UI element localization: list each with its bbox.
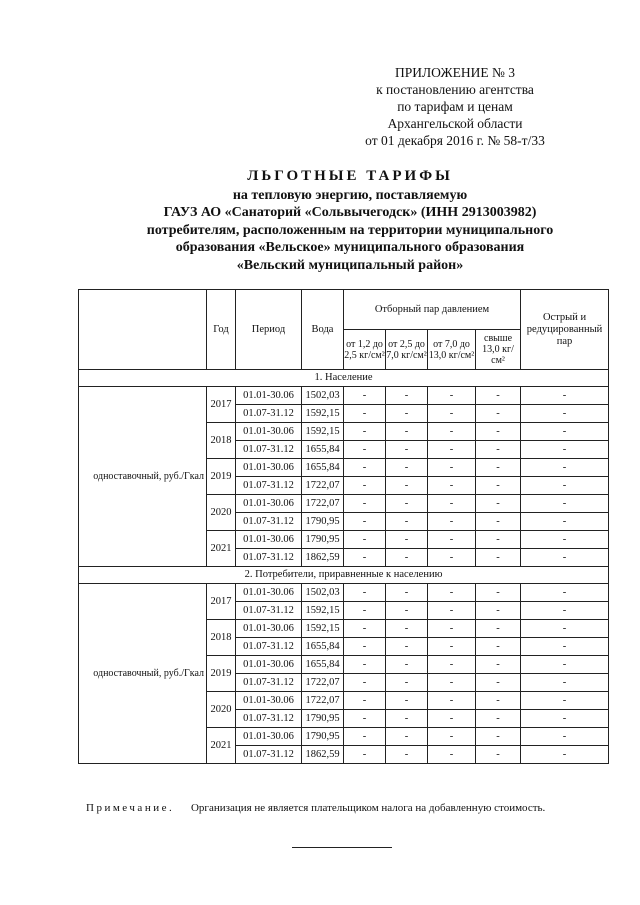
pressure-1-cell: -: [344, 495, 386, 513]
pressure-3-cell: -: [428, 620, 476, 638]
water-tariff-cell: 1862,59: [302, 746, 344, 764]
table-row: [79, 387, 609, 405]
sharp-steam-cell: -: [521, 602, 609, 620]
year-cell: 2017: [207, 584, 236, 620]
sharp-steam-cell: -: [521, 674, 609, 692]
pressure-3-cell: -: [428, 513, 476, 531]
pressure-2-cell: -: [386, 477, 428, 495]
year-cell: 2017: [207, 387, 236, 423]
year-cell: 2018: [207, 423, 236, 459]
pressure-1-cell: -: [344, 656, 386, 674]
title-line: ГАУЗ АО «Санаторий «Сольвычегодск» (ИНН 2913003982): [163, 205, 537, 220]
sharp-steam-cell: -: [521, 495, 609, 513]
pressure-3-cell: -: [428, 405, 476, 423]
period-cell: 01.01-30.06: [236, 728, 302, 746]
header-year: Год: [207, 290, 236, 370]
year-cell: 2020: [207, 495, 236, 531]
period-cell: 01.07-31.12: [236, 746, 302, 764]
pressure-4-cell: -: [476, 620, 521, 638]
pressure-4-cell: -: [476, 746, 521, 764]
water-tariff-cell: 1592,15: [302, 620, 344, 638]
section-row: [79, 370, 609, 387]
period-cell: 01.07-31.12: [236, 674, 302, 692]
period-cell: 01.01-30.06: [236, 656, 302, 674]
period-cell: 01.07-31.12: [236, 513, 302, 531]
water-tariff-cell: 1502,03: [302, 584, 344, 602]
section-title: 2. Потребители, приравненные к населению: [79, 567, 609, 584]
pressure-2-cell: -: [386, 459, 428, 477]
year-cell: 2021: [207, 531, 236, 567]
pressure-1-cell: -: [344, 674, 386, 692]
header-pressure-2: от 2,5 до 7,0 кг/см²: [386, 330, 428, 370]
pressure-2-cell: -: [386, 674, 428, 692]
pressure-1-cell: -: [344, 387, 386, 405]
sharp-steam-cell: -: [521, 387, 609, 405]
pressure-3-cell: -: [428, 549, 476, 567]
sharp-steam-cell: -: [521, 405, 609, 423]
appendix-line: к постановлению агентства: [376, 82, 534, 97]
pressure-3-cell: -: [428, 692, 476, 710]
pressure-4-cell: -: [476, 459, 521, 477]
pressure-4-cell: -: [476, 674, 521, 692]
pressure-3-cell: -: [428, 728, 476, 746]
pressure-4-cell: -: [476, 495, 521, 513]
note-text: Организация не является плательщиком налога на добавленную стоимость.: [190, 802, 546, 814]
note-label: Примечание.: [86, 802, 175, 814]
sharp-steam-cell: -: [521, 710, 609, 728]
pressure-1-cell: -: [344, 423, 386, 441]
header-water: Вода: [302, 290, 344, 370]
header-pressure-3: от 7,0 до 13,0 кг/см²: [428, 330, 476, 370]
pressure-1-cell: -: [344, 441, 386, 459]
tariff-table: [78, 289, 609, 764]
pressure-3-cell: -: [428, 602, 476, 620]
water-tariff-cell: 1655,84: [302, 441, 344, 459]
water-tariff-cell: 1790,95: [302, 728, 344, 746]
water-tariff-cell: 1592,15: [302, 405, 344, 423]
year-cell: 2020: [207, 692, 236, 728]
pressure-1-cell: -: [344, 728, 386, 746]
pressure-3-cell: -: [428, 459, 476, 477]
water-tariff-cell: 1790,95: [302, 710, 344, 728]
period-cell: 01.07-31.12: [236, 638, 302, 656]
rate-label: одноставочный, руб./Гкал: [79, 584, 207, 764]
title-line: «Вельский муниципальный район»: [236, 257, 464, 273]
pressure-2-cell: -: [386, 584, 428, 602]
pressure-2-cell: -: [386, 710, 428, 728]
year-cell: 2019: [207, 656, 236, 692]
period-cell: 01.01-30.06: [236, 620, 302, 638]
pressure-3-cell: -: [428, 423, 476, 441]
sharp-steam-cell: -: [521, 584, 609, 602]
sharp-steam-cell: -: [521, 531, 609, 549]
note: [86, 802, 545, 814]
title-line: образования «Вельское» муниципального образования: [175, 240, 525, 255]
pressure-2-cell: -: [386, 620, 428, 638]
sharp-steam-cell: -: [521, 513, 609, 531]
appendix-header: [330, 64, 580, 149]
period-cell: 01.01-30.06: [236, 495, 302, 513]
pressure-4-cell: -: [476, 423, 521, 441]
period-cell: 01.07-31.12: [236, 441, 302, 459]
pressure-1-cell: -: [344, 710, 386, 728]
pressure-4-cell: -: [476, 602, 521, 620]
pressure-2-cell: -: [386, 728, 428, 746]
pressure-2-cell: -: [386, 656, 428, 674]
water-tariff-cell: 1722,07: [302, 692, 344, 710]
period-cell: 01.01-30.06: [236, 423, 302, 441]
pressure-3-cell: -: [428, 477, 476, 495]
pressure-4-cell: -: [476, 638, 521, 656]
pressure-2-cell: -: [386, 549, 428, 567]
period-cell: 01.07-31.12: [236, 710, 302, 728]
pressure-1-cell: -: [344, 638, 386, 656]
sharp-steam-cell: -: [521, 620, 609, 638]
pressure-1-cell: -: [344, 584, 386, 602]
sharp-steam-cell: -: [521, 477, 609, 495]
pressure-2-cell: -: [386, 746, 428, 764]
pressure-1-cell: -: [344, 531, 386, 549]
pressure-4-cell: -: [476, 477, 521, 495]
pressure-2-cell: -: [386, 405, 428, 423]
sharp-steam-cell: -: [521, 746, 609, 764]
pressure-4-cell: -: [476, 387, 521, 405]
water-tariff-cell: 1722,07: [302, 495, 344, 513]
pressure-1-cell: -: [344, 513, 386, 531]
pressure-4-cell: -: [476, 710, 521, 728]
title-line: на тепловую энергию, поставляемую: [232, 187, 468, 203]
pressure-2-cell: -: [386, 495, 428, 513]
section-title: 1. Население: [79, 370, 609, 387]
pressure-1-cell: -: [344, 477, 386, 495]
header-pressure-1: от 1,2 до 2,5 кг/см²: [344, 330, 386, 370]
pressure-1-cell: -: [344, 692, 386, 710]
water-tariff-cell: 1655,84: [302, 459, 344, 477]
water-tariff-cell: 1502,03: [302, 387, 344, 405]
rate-label: одноставочный, руб./Гкал: [79, 387, 207, 567]
water-tariff-cell: 1722,07: [302, 477, 344, 495]
pressure-3-cell: -: [428, 710, 476, 728]
period-cell: 01.01-30.06: [236, 692, 302, 710]
period-cell: 01.01-30.06: [236, 387, 302, 405]
period-cell: 01.01-30.06: [236, 584, 302, 602]
period-cell: 01.07-31.12: [236, 405, 302, 423]
header-blank: [79, 290, 207, 370]
period-cell: 01.01-30.06: [236, 459, 302, 477]
appendix-title: ПРИЛОЖЕНИЕ № 3: [394, 65, 516, 80]
water-tariff-cell: 1722,07: [302, 674, 344, 692]
pressure-4-cell: -: [476, 513, 521, 531]
pressure-4-cell: -: [476, 405, 521, 423]
header-pressure-4: свыше 13,0 кг/см²: [476, 330, 521, 370]
sharp-steam-cell: -: [521, 549, 609, 567]
appendix-line: Архангельской области: [387, 116, 523, 131]
pressure-2-cell: -: [386, 513, 428, 531]
pressure-4-cell: -: [476, 692, 521, 710]
period-cell: 01.01-30.06: [236, 531, 302, 549]
pressure-3-cell: -: [428, 531, 476, 549]
header-steam: Отборный пар давлением: [344, 290, 521, 330]
period-cell: 01.07-31.12: [236, 602, 302, 620]
sharp-steam-cell: -: [521, 638, 609, 656]
pressure-2-cell: -: [386, 602, 428, 620]
pressure-2-cell: -: [386, 441, 428, 459]
title-line: потребителям, расположенным на территории муниципального: [146, 222, 554, 238]
pressure-2-cell: -: [386, 531, 428, 549]
water-tariff-cell: 1655,84: [302, 638, 344, 656]
title-main: ЛЬГОТНЫЕ ТАРИФЫ: [247, 168, 453, 184]
period-cell: 01.07-31.12: [236, 549, 302, 567]
pressure-3-cell: -: [428, 674, 476, 692]
water-tariff-cell: 1592,15: [302, 602, 344, 620]
header-period: Период: [236, 290, 302, 370]
pressure-1-cell: -: [344, 459, 386, 477]
year-cell: 2018: [207, 620, 236, 656]
year-cell: 2021: [207, 728, 236, 764]
appendix-date: от 01 декабря 2016 г. № 58-т/33: [365, 133, 545, 148]
table-row: [79, 584, 609, 602]
pressure-4-cell: -: [476, 441, 521, 459]
pressure-2-cell: -: [386, 423, 428, 441]
water-tariff-cell: 1790,95: [302, 513, 344, 531]
pressure-1-cell: -: [344, 405, 386, 423]
pressure-2-cell: -: [386, 692, 428, 710]
header-sharp-steam: Острый и редуцированный пар: [521, 290, 609, 370]
sharp-steam-cell: -: [521, 459, 609, 477]
pressure-3-cell: -: [428, 746, 476, 764]
pressure-4-cell: -: [476, 584, 521, 602]
appendix-line: по тарифам и ценам: [397, 99, 513, 114]
pressure-3-cell: -: [428, 495, 476, 513]
pressure-4-cell: -: [476, 728, 521, 746]
pressure-4-cell: -: [476, 549, 521, 567]
pressure-3-cell: -: [428, 441, 476, 459]
period-cell: 01.07-31.12: [236, 477, 302, 495]
water-tariff-cell: 1592,15: [302, 423, 344, 441]
water-tariff-cell: 1862,59: [302, 549, 344, 567]
pressure-2-cell: -: [386, 387, 428, 405]
pressure-3-cell: -: [428, 656, 476, 674]
pressure-4-cell: -: [476, 531, 521, 549]
pressure-3-cell: -: [428, 638, 476, 656]
year-cell: 2019: [207, 459, 236, 495]
pressure-3-cell: -: [428, 387, 476, 405]
water-tariff-cell: 1790,95: [302, 531, 344, 549]
water-tariff-cell: 1655,84: [302, 656, 344, 674]
pressure-1-cell: -: [344, 746, 386, 764]
pressure-4-cell: -: [476, 656, 521, 674]
pressure-1-cell: -: [344, 620, 386, 638]
pressure-3-cell: -: [428, 584, 476, 602]
sharp-steam-cell: -: [521, 441, 609, 459]
pressure-1-cell: -: [344, 549, 386, 567]
section-row: [79, 567, 609, 584]
sharp-steam-cell: -: [521, 692, 609, 710]
sharp-steam-cell: -: [521, 423, 609, 441]
sharp-steam-cell: -: [521, 656, 609, 674]
sharp-steam-cell: -: [521, 728, 609, 746]
footer-divider: [292, 847, 392, 848]
pressure-1-cell: -: [344, 602, 386, 620]
pressure-2-cell: -: [386, 638, 428, 656]
document-title: [70, 168, 630, 274]
